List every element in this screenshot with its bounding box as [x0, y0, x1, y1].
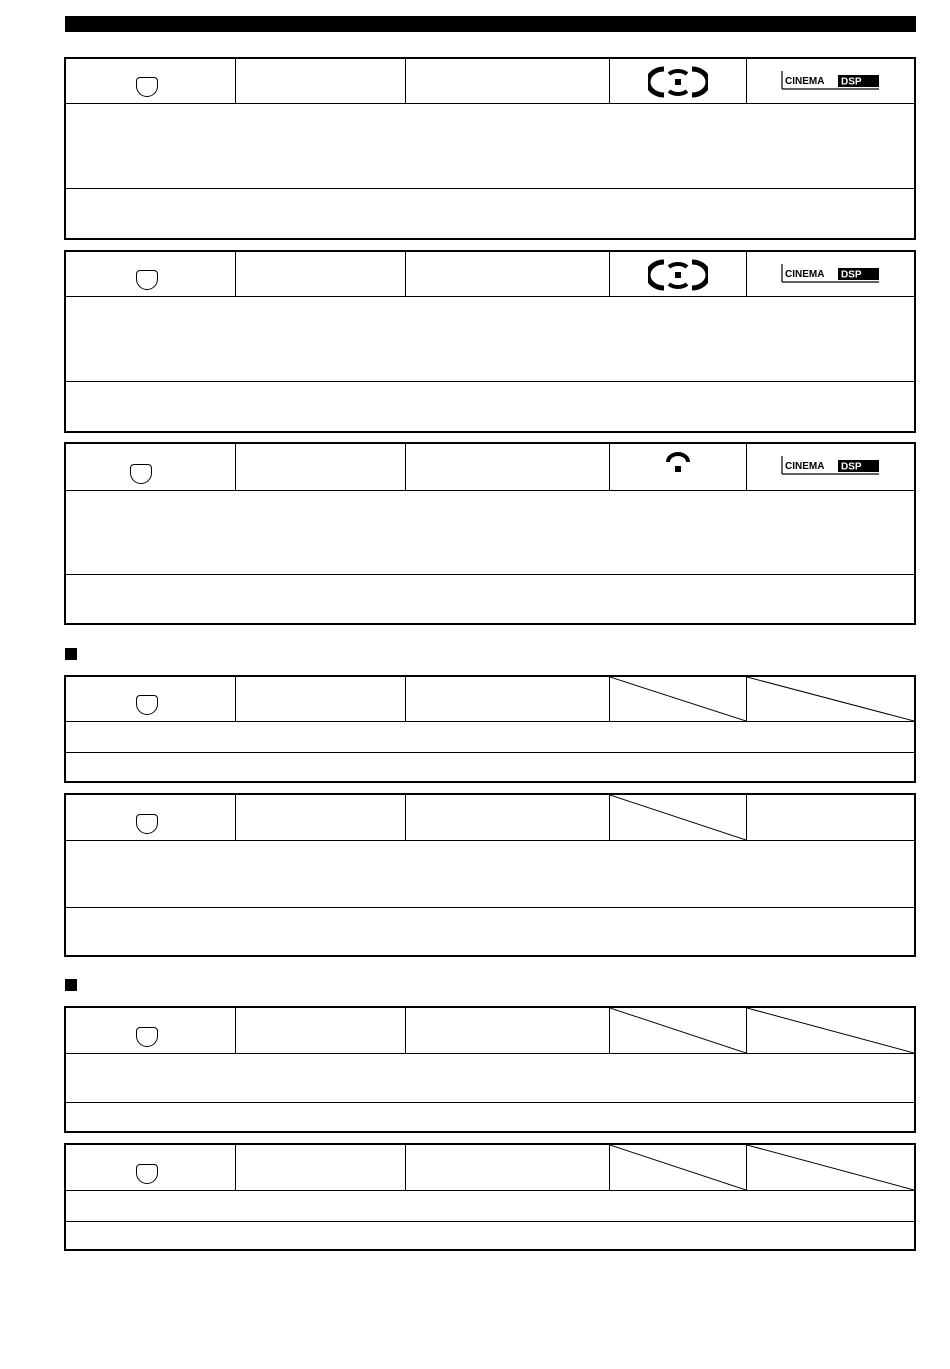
remote-key-icon	[136, 77, 158, 97]
sub-program-cell	[406, 795, 610, 840]
empty-logo-cell	[747, 1008, 914, 1053]
sub-program-cell	[406, 252, 610, 296]
cinema-dsp-icon	[781, 262, 881, 284]
remote-key-icon	[136, 695, 158, 715]
remote-key-icon	[136, 814, 158, 834]
description-row	[66, 841, 914, 908]
diagonal-strike	[747, 677, 914, 721]
program-block-6	[64, 1006, 916, 1133]
description-row	[66, 104, 914, 189]
cinema-dsp-icon	[781, 69, 881, 91]
remote-key-icon	[136, 270, 158, 290]
diagonal-strike	[610, 795, 746, 840]
program-header	[66, 444, 914, 491]
section-square-icon	[65, 979, 77, 991]
program-block-7	[64, 1143, 916, 1251]
program-header	[66, 1008, 914, 1054]
program-header	[66, 252, 914, 297]
program-header	[66, 677, 914, 722]
note-row	[66, 1222, 914, 1251]
empty-logo-cell	[610, 1145, 747, 1190]
sub-program-cell	[406, 444, 610, 490]
key-cell	[66, 1145, 236, 1190]
program-name-cell	[236, 677, 406, 721]
key-cell	[66, 444, 236, 490]
key-cell	[66, 252, 236, 296]
program-block-5	[64, 793, 916, 957]
program-name-cell	[236, 59, 406, 103]
cinema-dsp-cell	[747, 444, 914, 490]
program-header	[66, 59, 914, 104]
note-row	[66, 753, 914, 783]
sound-field-icon	[648, 65, 708, 99]
cinema-dsp-cell	[747, 59, 914, 103]
sub-program-cell	[406, 59, 610, 103]
key-cell	[66, 59, 236, 103]
program-name-cell	[236, 1008, 406, 1053]
sound-field-icon	[648, 258, 708, 292]
key-cell	[66, 677, 236, 721]
description-row	[66, 491, 914, 575]
key-cell	[66, 795, 236, 840]
empty-logo-cell	[610, 677, 747, 721]
mono-speaker-icon	[664, 450, 692, 474]
note-row	[66, 382, 914, 432]
program-header	[66, 795, 914, 841]
program-name-cell	[236, 252, 406, 296]
empty-logo-cell	[747, 1145, 914, 1190]
note-row	[66, 1103, 914, 1133]
description-row	[66, 1054, 914, 1103]
program-name-cell	[236, 444, 406, 490]
program-block-2	[64, 250, 916, 433]
remote-key-icon	[130, 464, 152, 484]
sub-program-cell	[406, 677, 610, 721]
diagonal-strike	[610, 1145, 746, 1190]
note-row	[66, 908, 914, 956]
empty-logo-cell	[610, 795, 747, 840]
diagonal-strike	[747, 1008, 914, 1053]
sound-field-cell	[610, 59, 747, 103]
section-square-icon	[65, 648, 77, 660]
mono-cell	[610, 444, 747, 490]
key-cell	[66, 1008, 236, 1053]
sub-program-cell	[406, 1008, 610, 1053]
program-name-cell	[236, 795, 406, 840]
section-heading-1	[65, 648, 89, 662]
remote-key-icon	[136, 1027, 158, 1047]
note-row	[66, 189, 914, 239]
program-block-4	[64, 675, 916, 783]
program-block-3	[64, 442, 916, 625]
remote-key-icon	[136, 1164, 158, 1184]
program-header	[66, 1145, 914, 1191]
sound-field-cell	[610, 252, 747, 296]
cinema-dsp-cell	[747, 252, 914, 296]
blank-cell	[747, 795, 914, 840]
description-row	[66, 1191, 914, 1222]
program-block-1	[64, 57, 916, 240]
diagonal-strike	[610, 1008, 746, 1053]
program-name-cell	[236, 1145, 406, 1190]
header-bar	[65, 16, 916, 32]
description-row	[66, 722, 914, 753]
description-row	[66, 297, 914, 382]
note-row	[66, 575, 914, 623]
diagonal-strike	[747, 1145, 914, 1190]
empty-logo-cell	[610, 1008, 747, 1053]
diagonal-strike	[610, 677, 746, 721]
cinema-dsp-icon	[781, 454, 881, 476]
empty-logo-cell	[747, 677, 914, 721]
sub-program-cell	[406, 1145, 610, 1190]
section-heading-2	[65, 979, 89, 993]
